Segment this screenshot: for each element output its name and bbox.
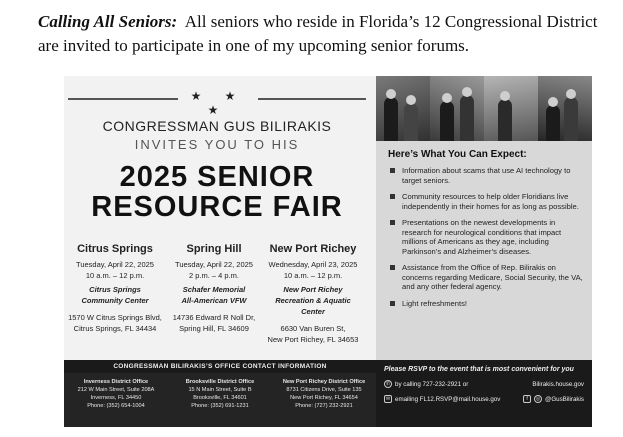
expect-bullet — [388, 299, 584, 309]
office-brooksville — [168, 378, 272, 427]
event-photo-1 — [376, 76, 430, 141]
event-photo-4 — [538, 76, 592, 141]
office-list — [64, 373, 376, 427]
event-title — [64, 162, 370, 222]
congressman-name: CONGRESSMAN GUS BILIRAKIS — [102, 118, 332, 134]
phone-icon: ✆ — [385, 381, 391, 387]
bullet-square-icon — [390, 301, 395, 306]
rsvp-email: emailing FL12.RSVP@mail.house.gov — [395, 395, 501, 403]
office-name: New Port Richey District Office — [282, 379, 366, 385]
divider-rule-left — [68, 98, 178, 100]
location-date: Tuesday, April 22, 2025 — [175, 260, 253, 269]
venue-line1: Schafer Memorial — [182, 285, 246, 294]
address-line1: 14736 Edward R Noll Dr, — [172, 313, 256, 322]
location-city: Spring Hill — [186, 243, 242, 255]
rsvp-row-phone — [384, 380, 584, 388]
bullet-text: Information about scams that use AI technology to target seniors. — [402, 166, 571, 185]
expect-bullet — [388, 166, 584, 185]
rsvp-panel — [376, 360, 592, 427]
location-spring-hill — [164, 242, 264, 334]
location-citrus-springs — [65, 242, 165, 334]
location-city: New Port Richey — [269, 243, 357, 255]
bullet-text: Community resources to help older Floridians live independently in their homes for as long as possible. — [402, 192, 579, 211]
divider-rule-right — [258, 98, 366, 100]
address-line2: Citrus Springs, FL 34434 — [73, 324, 157, 333]
office-address-line1: 15 N Main Street, Suite B — [188, 387, 252, 393]
office-inverness — [64, 378, 168, 427]
office-phone: Phone: (352) 691-1231 — [191, 403, 249, 409]
senior-fair-flyer — [64, 76, 592, 427]
bullet-square-icon — [390, 265, 395, 270]
rsvp-row-email — [384, 395, 584, 403]
location-date: Tuesday, April 22, 2025 — [76, 260, 154, 269]
venue-line2: Recreation & Aquatic Center — [275, 296, 351, 316]
office-phone: Phone: (352) 654-1004 — [87, 403, 145, 409]
venue-line1: Citrus Springs — [89, 285, 141, 294]
venue-line2: All-American VFW — [181, 296, 247, 305]
rsvp-phone: by calling 727-232-2921 or — [395, 380, 469, 388]
intro-text: All seniors who reside in Florida’s 12 Congressional District are invited to participate in one of my upcoming senior forums. — [38, 12, 598, 55]
rsvp-heading: Please RSVP to the event that is most convenient for you — [384, 366, 574, 373]
rsvp-social: @GusBilirakis — [545, 395, 584, 403]
office-address-line1: 212 W Main Street, Suite 208A — [77, 387, 155, 393]
instagram-icon: ◎ — [535, 396, 541, 402]
address-line1: 1570 W Citrus Springs Blvd, — [68, 313, 162, 322]
address-line2: New Port Richey, FL 34653 — [267, 335, 359, 344]
bullet-text: Light refreshments! — [402, 298, 467, 308]
location-date: Wednesday, April 23, 2025 — [268, 260, 358, 269]
bullet-square-icon — [390, 220, 395, 225]
event-photo-3 — [484, 76, 538, 141]
expect-panel — [376, 141, 592, 360]
office-name: Brooksville District Office — [185, 379, 255, 385]
facebook-icon: f — [523, 395, 531, 403]
bullet-square-icon — [390, 194, 395, 199]
rsvp-website: Bilirakis.house.gov — [532, 380, 584, 388]
bullet-square-icon — [390, 168, 395, 173]
stars-divider — [68, 89, 366, 117]
office-name: Inverness District Office — [83, 379, 149, 385]
location-venue — [65, 284, 165, 306]
event-photo-2 — [430, 76, 484, 141]
stars-icon: ★ ★ ★ — [190, 89, 246, 117]
office-address-line2: Inverness, FL 34450 — [90, 395, 142, 401]
office-address-line2: New Port Richey, FL 34654 — [290, 395, 358, 401]
expect-bullet — [388, 263, 584, 292]
office-address-line1: 8731 Citizens Drive, Suite 135 — [286, 387, 362, 393]
expect-title: Here’s What You Can Expect: — [388, 149, 527, 160]
email-icon: ✉ — [385, 396, 391, 402]
expect-bullet — [388, 218, 584, 256]
venue-line1: New Port Richey — [283, 285, 343, 294]
office-address-line2: Brooksville, FL 34601 — [193, 395, 247, 401]
bullet-text: Presentations on the newest developments in research for neurological conditions that impact millions of Americans as they age, including Parkinson’s and Alzheimer’s diseases. — [402, 218, 562, 256]
venue-line2: Community Center — [81, 296, 149, 305]
location-time: 2 p.m. – 4 p.m. — [188, 271, 240, 280]
location-venue — [263, 284, 363, 317]
expect-bullet — [388, 192, 584, 211]
location-time: 10 a.m. – 12 p.m. — [85, 271, 145, 280]
location-time: 10 a.m. – 12 p.m. — [283, 271, 343, 280]
address-line1: 6630 Van Buren St, — [280, 324, 346, 333]
invites-line: INVITES YOU TO HIS — [134, 137, 300, 152]
address-line2: Spring Hill, FL 34609 — [179, 324, 249, 333]
contact-header: CONGRESSMAN BILIRAKIS’S OFFICE CONTACT INFORMATION — [64, 360, 376, 373]
location-venue — [164, 284, 264, 306]
location-city: Citrus Springs — [77, 243, 153, 255]
intro-lead: Calling All Seniors: — [38, 12, 178, 31]
bullet-text: Assistance from the Office of Rep. Bilirakis on concerns regarding Medicare, Social Security, the VA, and any other federal agency. — [402, 263, 583, 291]
event-title-line1: 2025 SENIOR — [119, 161, 315, 193]
office-phone: Phone: (727) 232-2921 — [295, 403, 353, 409]
event-title-line2: RESOURCE FAIR — [91, 191, 343, 223]
office-new-port-richey — [272, 378, 376, 427]
photo-strip — [376, 76, 592, 141]
intro-paragraph — [38, 10, 618, 58]
location-new-port-richey — [263, 242, 363, 345]
